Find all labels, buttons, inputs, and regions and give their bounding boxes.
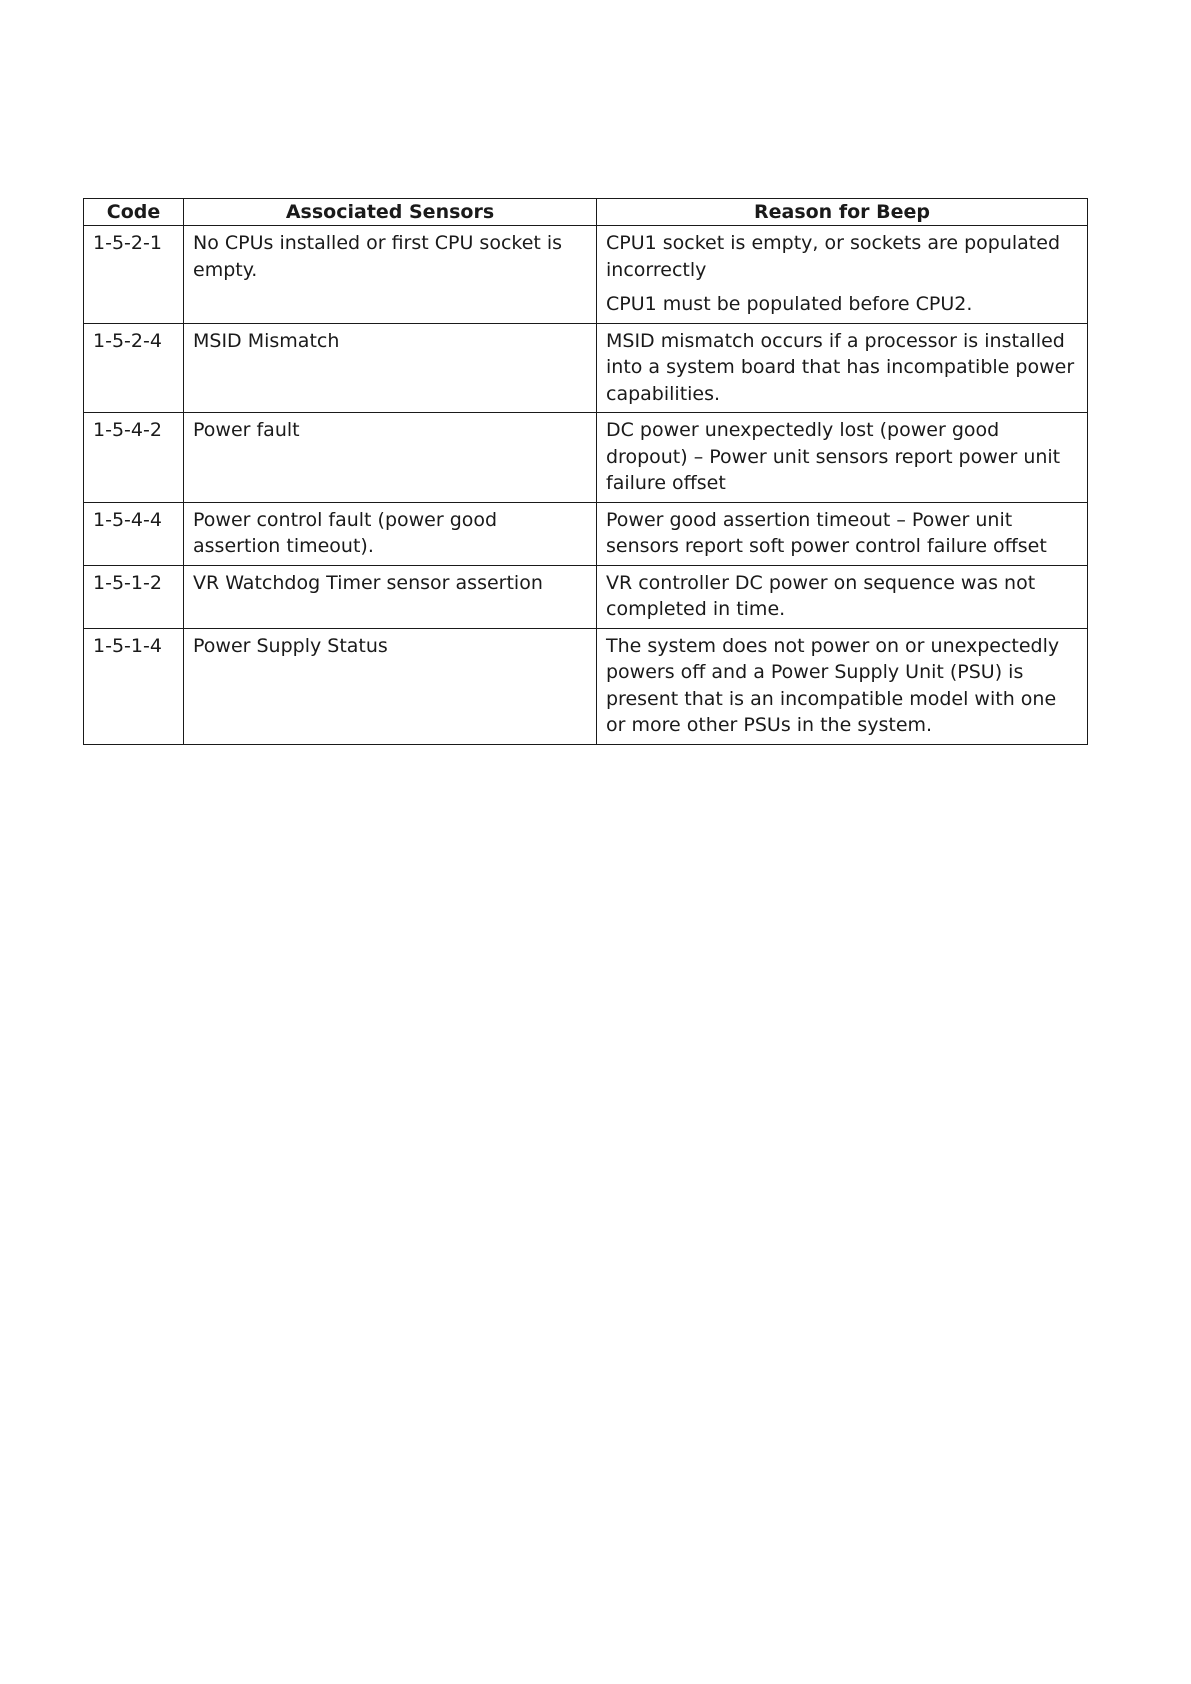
- sensors-cell: Power fault: [184, 413, 597, 503]
- header-row: [84, 199, 1088, 226]
- code-cell: 1-5-2-4: [84, 323, 184, 413]
- sensors-cell: No CPUs installed or first CPU socket is empty.: [184, 226, 597, 324]
- code-cell: 1-5-4-2: [84, 413, 184, 503]
- table-row: [84, 226, 1088, 324]
- reason-cell: [597, 323, 1088, 413]
- header-associated-sensors: Associated Sensors: [184, 199, 597, 226]
- sensors-cell: MSID Mismatch: [184, 323, 597, 413]
- code-cell: 1-5-1-2: [84, 565, 184, 628]
- reason-cell: [597, 413, 1088, 503]
- reason-paragraph: CPU1 socket is empty, or sockets are populated incorrectly: [606, 232, 1061, 281]
- reason-paragraph: VR controller DC power on sequence was not completed in time.: [606, 571, 1036, 620]
- header-code: Code: [84, 199, 184, 226]
- sensors-cell: Power Supply Status: [184, 628, 597, 744]
- beep-code-table: [83, 198, 1088, 745]
- table-row: [84, 413, 1088, 503]
- sensors-cell: Power control fault (power good assertion timeout).: [184, 502, 597, 565]
- table-row: [84, 565, 1088, 628]
- header-reason-for-beep: Reason for Beep: [597, 199, 1088, 226]
- reason-paragraph: CPU1 must be populated before CPU2.: [606, 293, 973, 315]
- reason-paragraph: Power good assertion timeout – Power unit sensors report soft power control failure offset: [606, 508, 1047, 557]
- code-cell: 1-5-2-1: [84, 226, 184, 324]
- table-row: [84, 323, 1088, 413]
- sensors-cell: VR Watchdog Timer sensor assertion: [184, 565, 597, 628]
- table-header: [84, 199, 1088, 226]
- reason-paragraph: DC power unexpectedly lost (power good dropout) – Power unit sensors report power unit failure offset: [606, 419, 1061, 494]
- reason-cell: [597, 628, 1088, 744]
- reason-paragraph: MSID mismatch occurs if a processor is installed into a system board that has incompatible power capabilities.: [606, 329, 1075, 405]
- reason-cell: [597, 226, 1088, 324]
- code-cell: 1-5-1-4: [84, 628, 184, 744]
- reason-cell: [597, 565, 1088, 628]
- table-row: [84, 628, 1088, 744]
- table-row: [84, 502, 1088, 565]
- code-cell: 1-5-4-4: [84, 502, 184, 565]
- table-body: [84, 226, 1088, 745]
- reason-paragraph: The system does not power on or unexpectedly powers off and a Power Supply Unit (PSU) is present that is an incompatible model with one or more other PSUs in the system.: [606, 634, 1060, 736]
- reason-cell: [597, 502, 1088, 565]
